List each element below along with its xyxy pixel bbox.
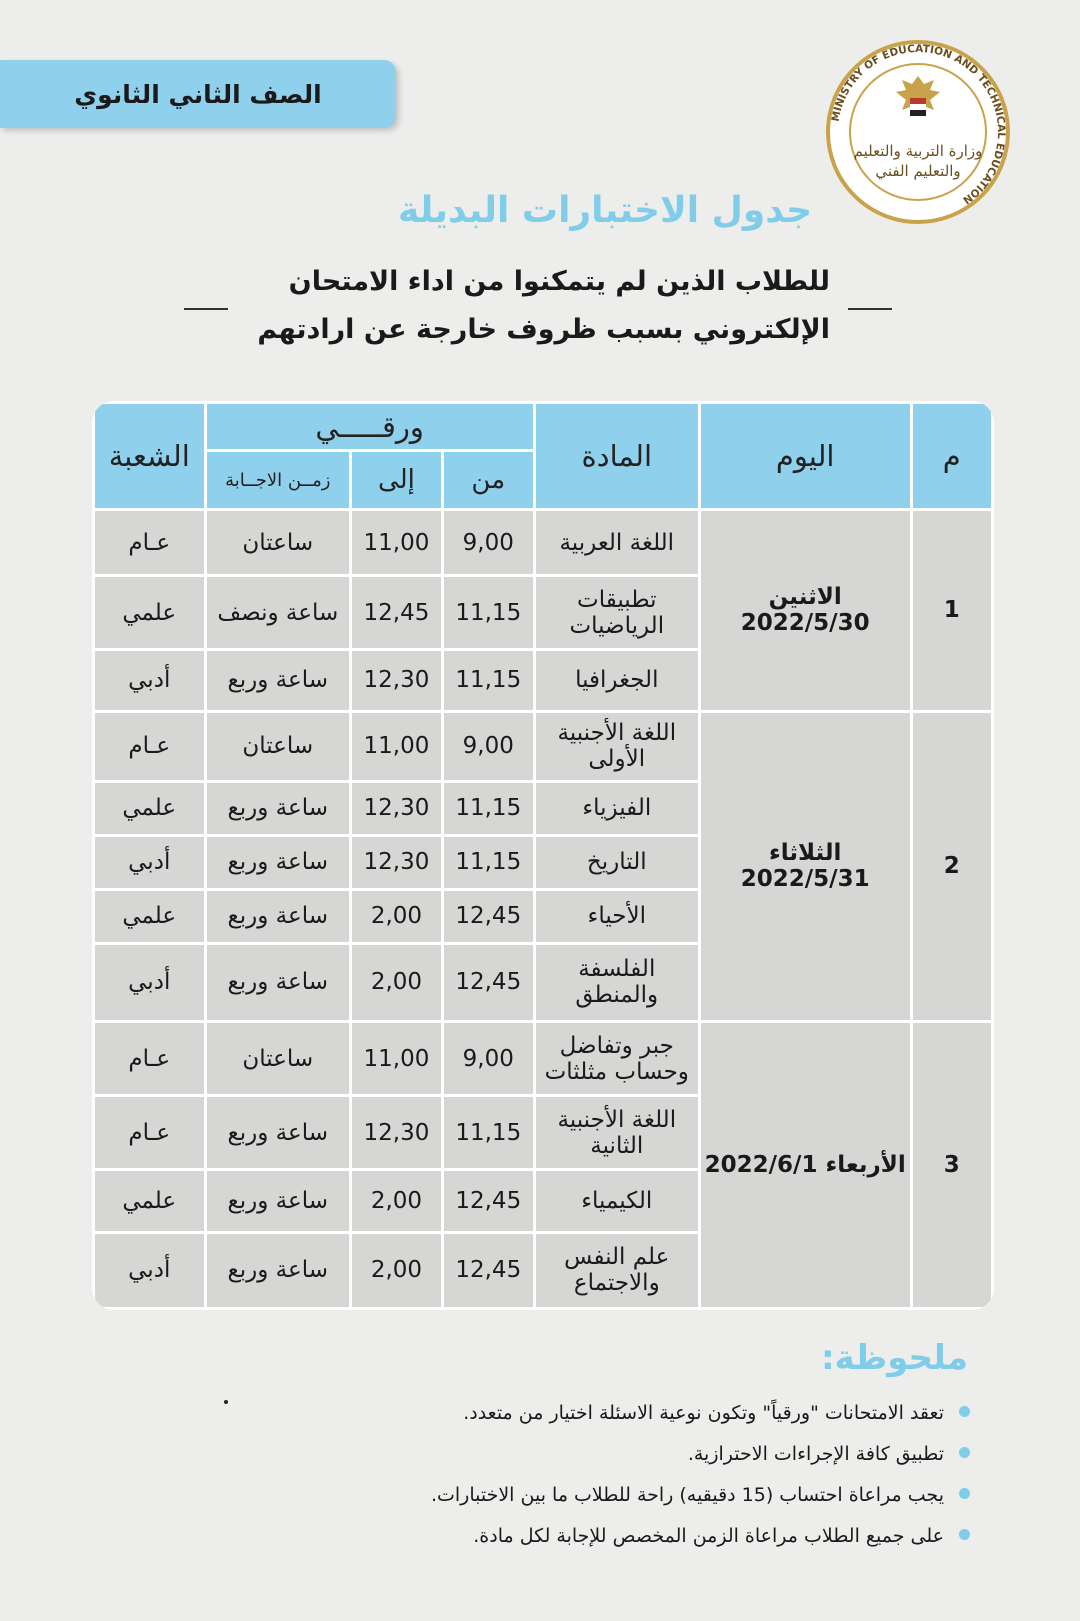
bullet-icon xyxy=(959,1447,970,1458)
subject-cell: الأحياء xyxy=(536,891,698,942)
header-to: إلى xyxy=(352,452,441,508)
to-cell: 2,00 xyxy=(352,891,441,942)
from-cell: 11,15 xyxy=(444,651,533,709)
from-cell: 11,15 xyxy=(444,577,533,648)
subject-cell: جبر وتفاضل وحساب مثلثات xyxy=(536,1023,698,1094)
subject-cell: التاريخ xyxy=(536,837,698,888)
day-cell: الأربعاء 2022/6/1 xyxy=(701,1023,910,1307)
table-row xyxy=(95,713,991,780)
duration-cell: ساعتان xyxy=(207,1023,350,1094)
table-row xyxy=(95,1023,991,1094)
branch-cell: عـام xyxy=(95,1023,204,1094)
duration-cell: ساعتان xyxy=(207,713,350,780)
to-cell: 12,30 xyxy=(352,837,441,888)
to-cell: 12,45 xyxy=(352,577,441,648)
subject-cell: الكيمياء xyxy=(536,1171,698,1230)
subtitle-line-1: للطلاب الذين لم يتمكنوا من اداء الامتحان xyxy=(288,266,830,297)
to-cell: 2,00 xyxy=(352,1171,441,1230)
from-cell: 9,00 xyxy=(444,713,533,780)
duration-cell: ساعتان xyxy=(207,511,350,574)
page-subtitle xyxy=(230,258,830,354)
svg-text:والتعليم الفني: والتعليم الفني xyxy=(875,162,961,180)
to-cell: 12,30 xyxy=(352,651,441,709)
branch-cell: أدبي xyxy=(95,1234,204,1307)
note-text: على جميع الطلاب مراعاة الزمن المخصص للإجابة لكل مادة. xyxy=(473,1524,944,1547)
subtitle-line-2: الإلكتروني بسبب ظروف خارجة عن ارادتهم xyxy=(257,314,830,345)
exam-schedule-table xyxy=(92,401,994,1310)
from-cell: 11,15 xyxy=(444,1097,533,1168)
subject-cell: الجغرافيا xyxy=(536,651,698,709)
day-cell: الثلاثاء 2022/5/31 xyxy=(701,713,910,1020)
to-cell: 11,00 xyxy=(352,713,441,780)
list-item xyxy=(250,1515,970,1556)
to-cell: 2,00 xyxy=(352,945,441,1020)
note-text: تطبيق كافة الإجراءات الاحترازية. xyxy=(687,1442,944,1465)
notes-title: ملحوظة: xyxy=(821,1338,968,1378)
branch-cell: عـام xyxy=(95,713,204,780)
subject-cell: الفيزياء xyxy=(536,783,698,834)
branch-cell: علمي xyxy=(95,783,204,834)
note-text: يجب مراعاة احتساب (15 دقيقيه) راحة للطلاب ما بين الاختبارات. xyxy=(430,1483,944,1506)
duration-cell: ساعة وربع xyxy=(207,783,350,834)
to-cell: 11,00 xyxy=(352,511,441,574)
from-cell: 11,15 xyxy=(444,783,533,834)
from-cell: 12,45 xyxy=(444,945,533,1020)
day-index-cell: 3 xyxy=(913,1023,992,1307)
svg-text:وزارة التربية والتعليم: وزارة التربية والتعليم xyxy=(853,142,983,160)
bullet-icon xyxy=(959,1488,970,1499)
header-index: م xyxy=(913,404,992,508)
subject-cell: اللغة الأجنبية الأولى xyxy=(536,713,698,780)
from-cell: 12,45 xyxy=(444,1234,533,1307)
note-text: تعقد الامتحانات "ورقياً" وتكون نوعية الاسئلة اختيار من متعدد. xyxy=(463,1401,944,1424)
day-index-cell: 1 xyxy=(913,511,992,710)
header-subject: المادة xyxy=(536,404,698,508)
subject-cell: علم النفس والاجتماع xyxy=(536,1234,698,1307)
subject-cell: الفلسفة والمنطق xyxy=(536,945,698,1020)
to-cell: 11,00 xyxy=(352,1023,441,1094)
bullet-icon xyxy=(959,1529,970,1540)
branch-cell: عـام xyxy=(95,1097,204,1168)
from-cell: 11,15 xyxy=(444,837,533,888)
table-row xyxy=(95,511,991,574)
duration-cell: ساعة وربع xyxy=(207,651,350,709)
bullet-icon xyxy=(959,1406,970,1417)
header-branch: الشعبة xyxy=(95,404,204,508)
branch-cell: أدبي xyxy=(95,651,204,709)
branch-cell: علمي xyxy=(95,891,204,942)
header-duration: زمــن الاجــابة xyxy=(207,452,350,508)
from-cell: 9,00 xyxy=(444,511,533,574)
duration-cell: ساعة ونصف xyxy=(207,577,350,648)
list-item xyxy=(250,1433,970,1474)
branch-cell: علمي xyxy=(95,1171,204,1230)
branch-cell: علمي xyxy=(95,577,204,648)
header-day: اليوم xyxy=(701,404,910,508)
list-item xyxy=(250,1474,970,1515)
day-cell: الاثنين 2022/5/30 xyxy=(701,511,910,710)
divider-right xyxy=(848,308,892,310)
duration-cell: ساعة وربع xyxy=(207,1171,350,1230)
svg-text:MINISTRY OF EDUCATION AND TECH: MINISTRY OF EDUCATION AND TECHNICAL EDUCATION xyxy=(829,42,1008,207)
divider-left xyxy=(184,308,228,310)
stray-dot xyxy=(224,1400,228,1404)
duration-cell: ساعة وربع xyxy=(207,1097,350,1168)
branch-cell: عـام xyxy=(95,511,204,574)
from-cell: 9,00 xyxy=(444,1023,533,1094)
day-index-cell: 2 xyxy=(913,713,992,1020)
notes-list xyxy=(250,1392,970,1556)
grade-label: الصف الثاني الثانوي xyxy=(0,60,396,128)
to-cell: 12,30 xyxy=(352,783,441,834)
duration-cell: ساعة وربع xyxy=(207,945,350,1020)
header-from: من xyxy=(444,452,533,508)
duration-cell: ساعة وربع xyxy=(207,837,350,888)
page-title: جدول الاختبارات البديلة xyxy=(397,190,813,231)
duration-cell: ساعة وربع xyxy=(207,891,350,942)
list-item xyxy=(250,1392,970,1433)
subject-cell: تطبيقات الرياضيات xyxy=(536,577,698,648)
to-cell: 2,00 xyxy=(352,1234,441,1307)
from-cell: 12,45 xyxy=(444,1171,533,1230)
header-paper: ورقـــــي xyxy=(207,404,533,449)
duration-cell: ساعة وربع xyxy=(207,1234,350,1307)
branch-cell: أدبي xyxy=(95,945,204,1020)
branch-cell: أدبي xyxy=(95,837,204,888)
subject-cell: اللغة الأجنبية الثانية xyxy=(536,1097,698,1168)
from-cell: 12,45 xyxy=(444,891,533,942)
subject-cell: اللغة العربية xyxy=(536,511,698,574)
to-cell: 12,30 xyxy=(352,1097,441,1168)
